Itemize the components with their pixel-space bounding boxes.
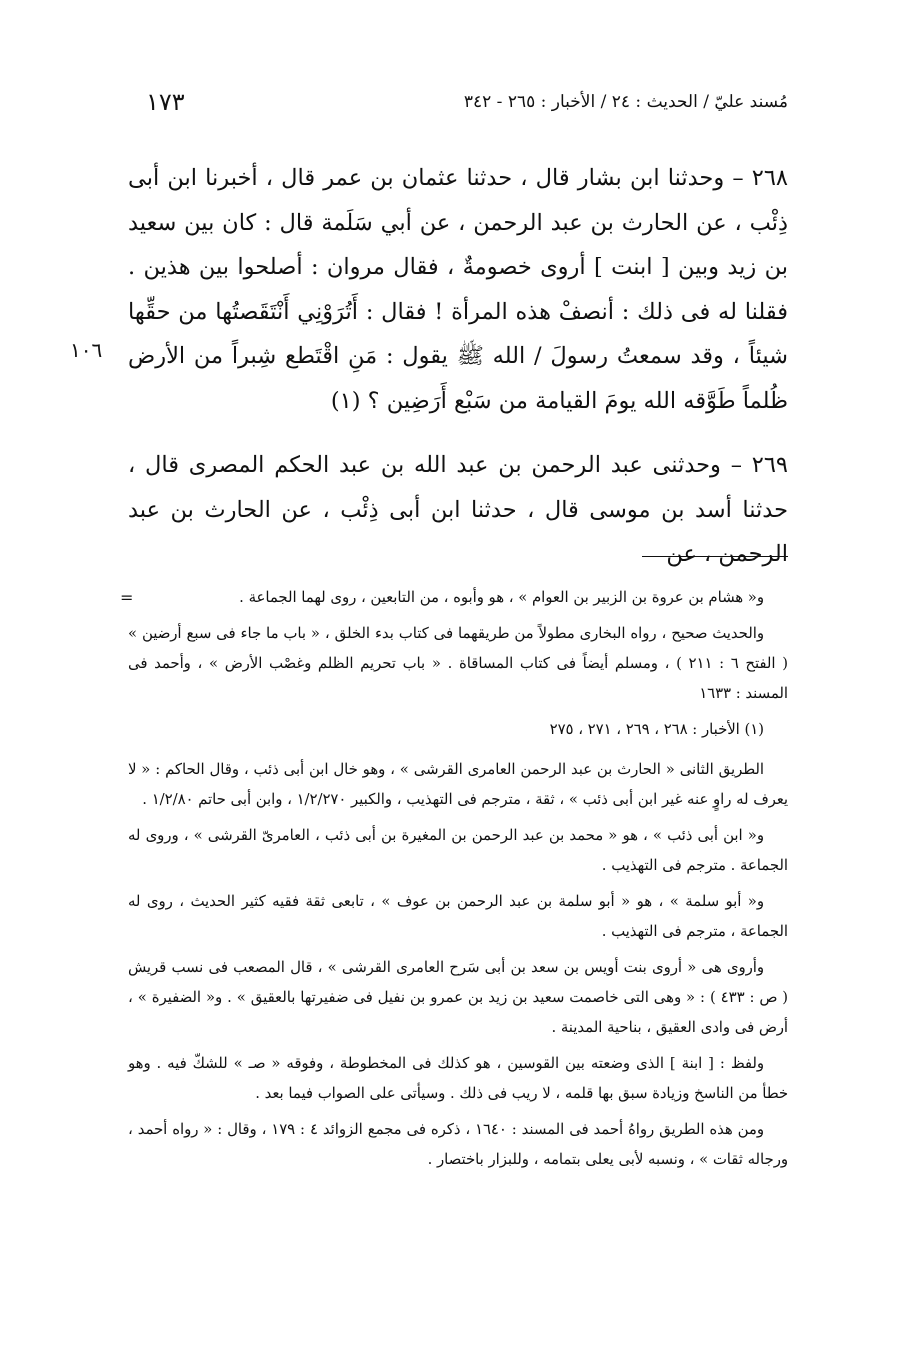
- hadith-paragraph-268: ٢٦٨ – وحدثنا ابن بشار قال ، حدثنا عثمان بن عمر قال ، أخبرنا ابن أبى ذِئْب ، عن الحارث بن عبد الرحمن ، عن أبي سَلَمة قال : كان بين سعيد بن زيد وبين [ ابنت ] أروى خصومةٌ ، فقال مروان : أصلحوا بين هذين . فقلنا له فى ذلك : أنصفْ هذه المرأة ! فقال : أَتُرَوْنِي أَنْتَقَصتُها من حقِّها شيئاً ، وقد سمعتُ رسولَ / الله ﷺ يقول : مَنِ اقْتَطع شِبراً من الأرض ظُلماً طَوَّقه الله يومَ القيامة من سَبْع أَرَضِين ؟ (١): [128, 165, 788, 414]
- footnote-text: و« هشام بن عروة بن الزبير بن العوام » ، هو وأبوه ، من التابعين ، روى لهما الجماعة .: [239, 589, 764, 606]
- footnote-paragraph: و« ابن أبى ذئب » ، هو « محمد بن عبد الرحمن بن المغيرة بن أبى ذئب ، العامرىّ القرشى » ، وروى له الجماعة . مترجم فى التهذيب .: [128, 827, 788, 874]
- running-header: [140, 88, 788, 124]
- page-number: ١٧٣: [146, 88, 185, 116]
- footnote-paragraph: وأروى هى « أروى بنت أويس بن سعد بن أبى سَرح العامرى القرشى » ، قال المصعب فى نسب قريش ( ص : ٤٣٣ ) : « وهى التى خاصمت سعيد بن زيد بن عمرو بن نفيل فى ضفيرتها بالعقيق » . و« الضفيرة » ، أرض فى وادى العقيق ، بناحية المدينة .: [128, 959, 788, 1036]
- hadith-paragraph-269: ٢٦٩ – وحدثنى عبد الرحمن بن عبد الله بن عبد الحكم المصرى قال ، حدثنا أسد بن موسى قال ، حدثنا ابن أبى ذِئْب ، عن الحارث بن عبد الرحمن ، عن: [128, 452, 788, 567]
- footnotes: [120, 583, 788, 1181]
- footnote-paragraph: والحديث صحيح ، رواه البخارى مطولاً من طريقهما فى كتاب بدء الخلق ، « باب ما جاء فى سبع أرضين » ( الفتح ٦ : ٢١١ ) ، ومسلم أيضاً فى كتاب المساقاة . « باب تحريم الظلم وغصْب الأرض » ، وأحمد فى المسند : ١٦٣٣: [128, 625, 788, 702]
- header-title: مُسند عليّ / الحديث : ٢٤ / الأخبار : ٢٦٥ - ٣٤٢: [463, 92, 788, 112]
- footnote-paragraph: [120, 583, 788, 613]
- margin-reference-number: ١٠٦: [70, 338, 103, 362]
- footnote-numbered: (١) الأخبار : ٢٦٨ ، ٢٦٩ ، ٢٧١ ، ٢٧٥: [549, 721, 764, 738]
- footnote-separator: [642, 556, 788, 557]
- footnote-paragraph: الطريق الثانى « الحارث بن عبد الرحمن العامرى القرشى » ، وهو خال ابن أبى ذئب ، وقال الحاكم : « لا يعرف له راوٍ عنه غير ابن أبى ذئب » ، ثقة ، مترجم فى التهذيب ، والكبير ١/٢/٢٧٠ ، وابن أبى حاتم ١/٢/٨٠ .: [128, 761, 788, 808]
- footnote-paragraph: و« أبو سلمة » ، هو « أبو سلمة بن عبد الرحمن بن عوف » ، تابعى ثقة فقيه كثير الحديث ، روى له الجماعة ، مترجم فى التهذيب .: [128, 893, 788, 940]
- continuation-mark: =: [120, 588, 134, 607]
- footnote-paragraph: ولفظ : [ ابنة ] الذى وضعته بين القوسين ، هو كذلك فى المخطوطة ، وفوقه « صـ » للشكّ فيه . وهو خطأ من الناسخ وزيادة سبق بها قلمه ، لا ريب فى ذلك . وسيأتى على الصواب فيما بعد .: [128, 1055, 788, 1102]
- footnote-paragraph: ومن هذه الطريق رواهُ أحمد فى المسند : ١٦٤٠ ، ذكره فى مجمع الزوائد ٤ : ١٧٩ ، وقال : « رواه أحمد ، ورجاله ثقات » ، ونسبه لأبى يعلى بتمامه ، وللبزار باختصار .: [128, 1121, 788, 1168]
- main-text: [128, 156, 788, 577]
